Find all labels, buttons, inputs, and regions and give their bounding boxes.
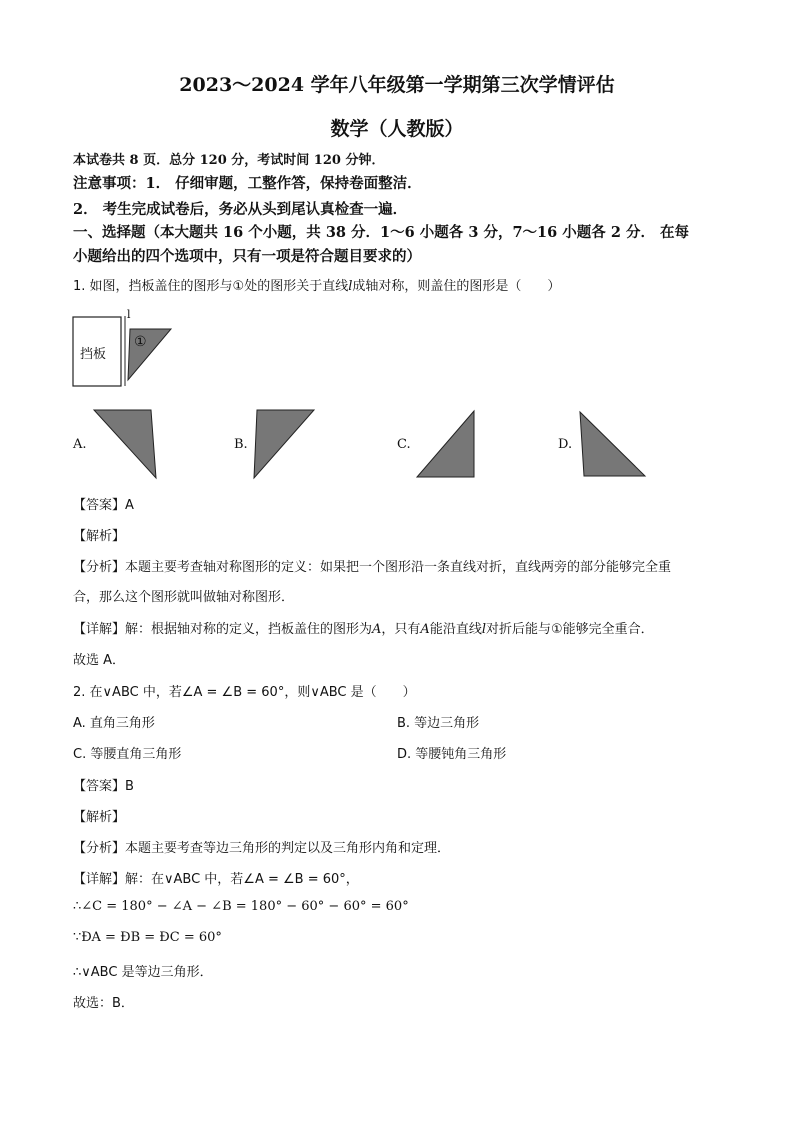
section-heading-line2: 小题给出的四个选项中，只有一项是符合题目要求的） <box>73 248 421 265</box>
q2-option-a: A. 直角三角形 <box>73 716 155 731</box>
q2-stem: 2. 在∨ABC 中，若∠A = ∠B = 60°，则∨ABC 是（ ） <box>73 685 416 700</box>
q1-answer: 【答案】A <box>73 498 134 513</box>
option-d-label: D. <box>558 437 573 452</box>
q2-answer: 【答案】B <box>73 779 134 794</box>
option-a-label: A. <box>73 437 87 452</box>
q1-analysis-line2: 合，那么这个图形就叫做轴对称图形． <box>73 590 295 605</box>
q2-detail-4: ∴∨ABC 是等边三角形． <box>73 965 213 980</box>
q1-analysis-head: 【解析】 <box>73 529 126 544</box>
q1-detail: 【详解】解：根据轴对称的定义，挡板盖住的图形为A，只有A能沿直线l对折后能与①能够完全重合． <box>73 622 654 637</box>
q2-option-d: D. 等腰钝角三角形 <box>397 747 507 762</box>
shape-label: ① <box>134 334 147 350</box>
q2-detail-3: ∵ÐA = ÐB = ÐC = 60° <box>73 930 222 945</box>
q1-analysis-line1: 【分析】本题主要考查轴对称图形的定义：如果把一个图形沿一条直线对折，直线两旁的部分能够完全重 <box>73 560 672 575</box>
q1-choice: 故选 A． <box>73 653 126 668</box>
board-label: 挡板 <box>80 347 107 362</box>
option-c-triangle <box>417 411 474 477</box>
option-b-label: B. <box>234 437 248 452</box>
exam-info: 本试卷共 8 页．总分 120 分，考试时间 120 分钟． <box>73 153 385 168</box>
page-title: 2023～2024 学年八年级第一学期第三次学情评估 <box>179 74 615 96</box>
q2-detail-2: ∴∠C = 180° − ∠A − ∠B = 180° − 60° − 60° = 60° <box>73 899 409 914</box>
section-heading-line1: 一、选择题（本大题共 16 个小题，共 38 分．1～6 小题各 3 分，7～16 小题各 2 分． 在每 <box>73 224 690 241</box>
q2-choice: 故选：B． <box>73 996 134 1011</box>
q2-option-c: C. 等腰直角三角形 <box>73 747 182 762</box>
q2-analysis-head: 【解析】 <box>73 810 126 825</box>
notes-1: 注意事项：1． 仔细审题，工整作答，保持卷面整洁． <box>73 175 422 192</box>
option-b-triangle <box>254 410 314 478</box>
q2-option-b: B. 等边三角形 <box>397 716 480 731</box>
q1-stem: 1. 如图，挡板盖住的图形与①处的图形关于直线l成轴对称，则盖住的图形是（ ） <box>73 279 561 294</box>
option-c-label: C. <box>397 437 411 452</box>
q2-analysis: 【分析】本题主要考查等边三角形的判定以及三角形内角和定理． <box>73 841 451 856</box>
line-label: l <box>127 308 131 321</box>
q2-detail-1: 【详解】解：在∨ABC 中，若∠A = ∠B = 60°， <box>73 872 359 887</box>
page-subtitle: 数学（人教版） <box>330 118 464 140</box>
option-a-triangle <box>94 410 156 478</box>
option-d-triangle <box>580 412 645 476</box>
notes-2: 2． 考生完成试卷后，务必从头到尾认真检查一遍． <box>73 201 408 218</box>
